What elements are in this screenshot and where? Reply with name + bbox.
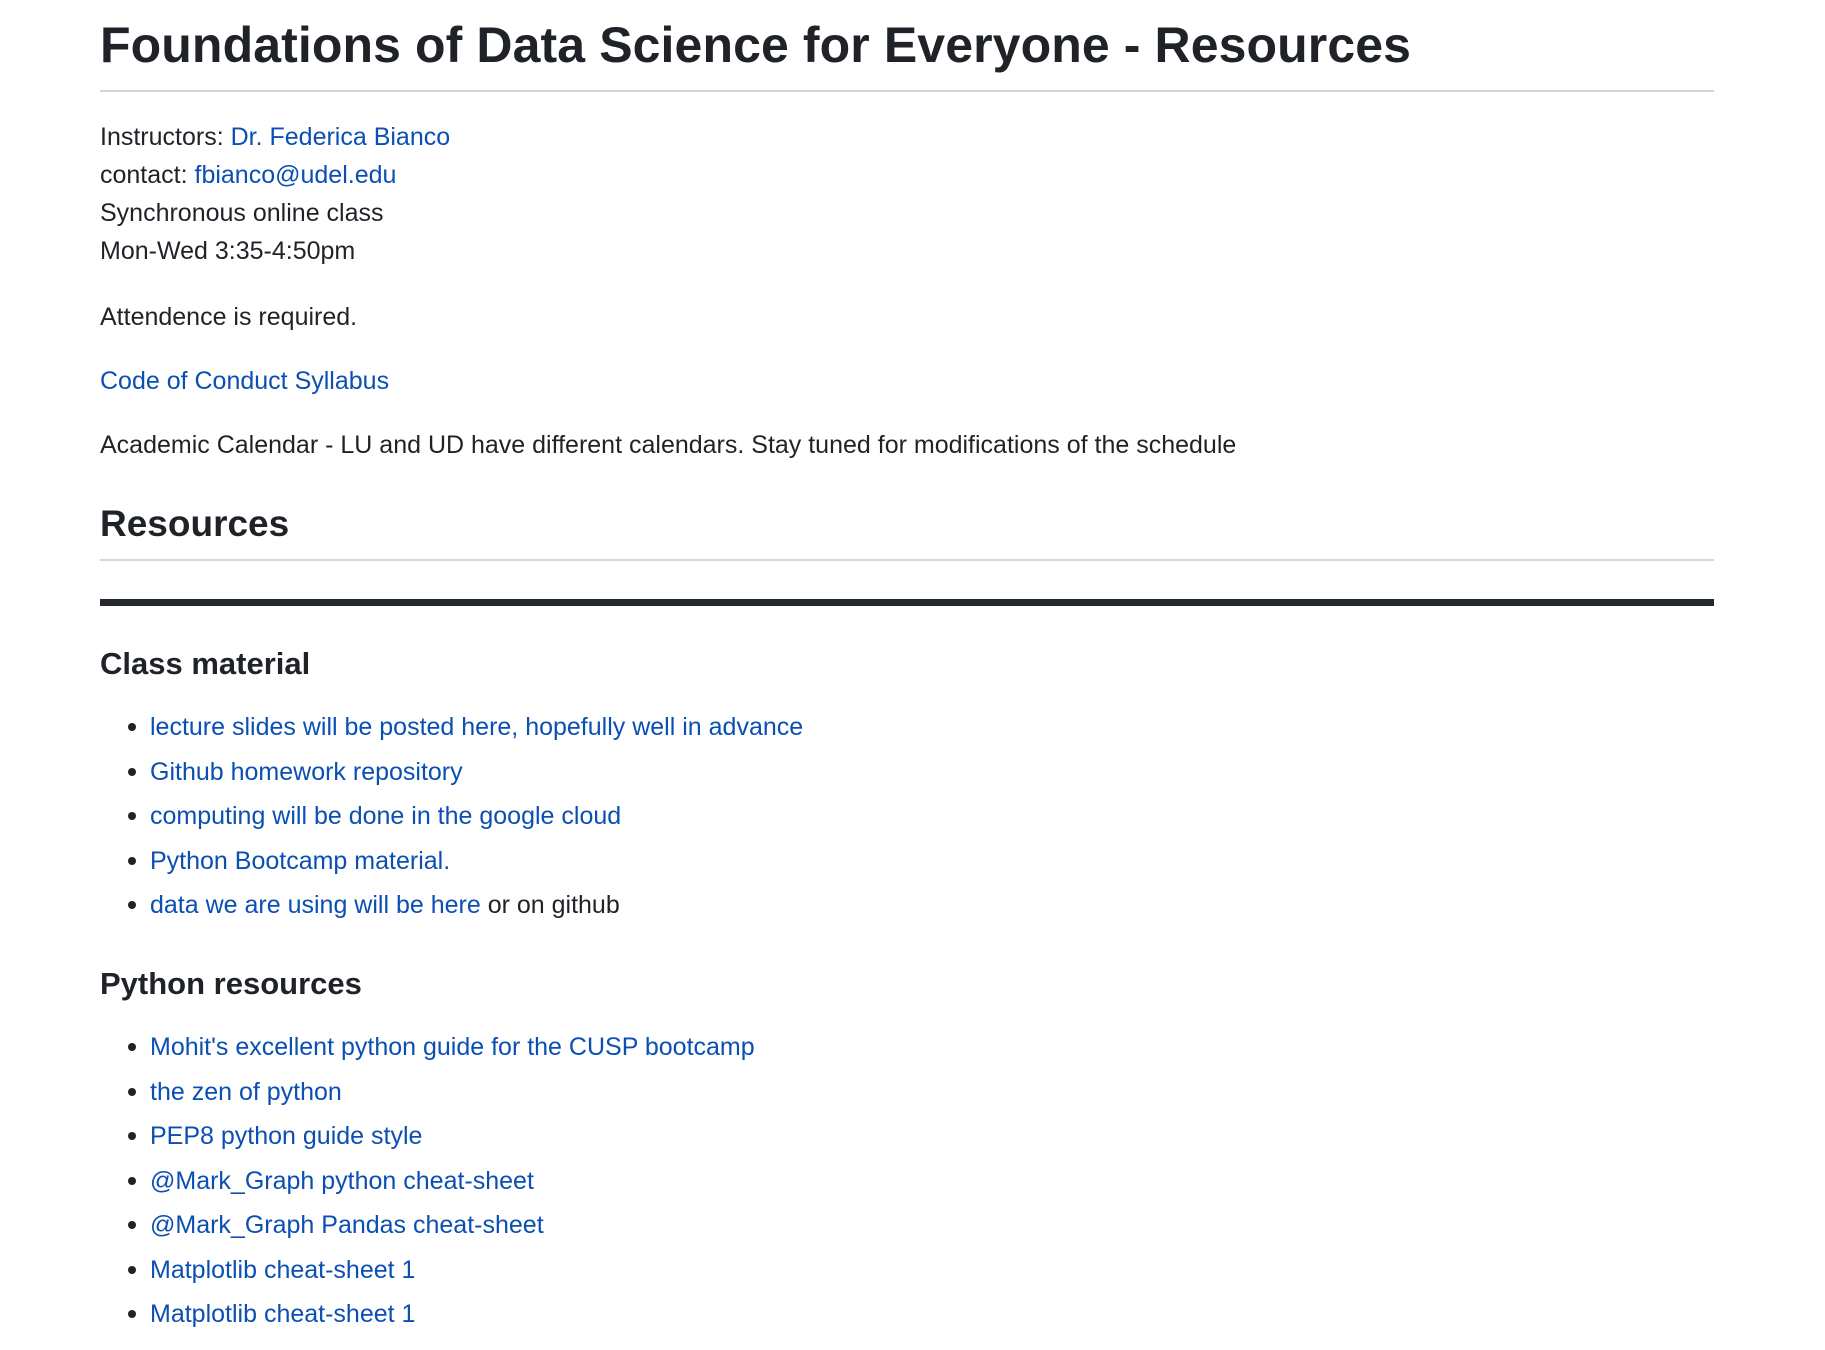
instructors-line (100, 118, 450, 156)
bullet-icon (128, 857, 136, 865)
class-material-heading: Class material (100, 646, 311, 681)
python-resources-list (100, 1029, 755, 1341)
bullet-icon (128, 1043, 136, 1051)
list-item (150, 798, 803, 843)
bullet-icon (128, 901, 136, 909)
lecture-slides-link[interactable]: lecture slides will be posted here, hopefully well in advance (150, 713, 804, 741)
list-item (150, 1163, 755, 1208)
list-item (150, 709, 803, 754)
class-material-list (100, 709, 803, 932)
bullet-icon (128, 768, 136, 776)
contact-line (100, 156, 450, 194)
data-link-suffix: or on github (480, 891, 620, 919)
code-of-conduct-link[interactable]: Code of Conduct Syllabus (100, 367, 390, 395)
conduct-paragraph (100, 362, 389, 400)
zen-of-python-link[interactable]: the zen of python (150, 1077, 342, 1106)
pep8-link[interactable]: PEP8 python guide style (150, 1122, 423, 1150)
course-info (100, 118, 450, 270)
bullet-icon (128, 1088, 136, 1096)
list-item (150, 1029, 755, 1074)
attendance-note: Attendence is required. (100, 303, 358, 331)
bullet-icon (128, 1132, 136, 1140)
academic-calendar-note: Academic Calendar - LU and UD have different calendars. Stay tuned for modifications of the schedule (100, 431, 1237, 459)
data-link[interactable]: data we are using will be here (150, 891, 481, 919)
instructor-link[interactable]: Dr. Federica Bianco (230, 123, 451, 151)
contact-email-link[interactable]: fbianco@udel.edu (194, 161, 397, 189)
resources-heading: Resources (100, 503, 290, 544)
page-title: Foundations of Data Science for Everyone - Resources (100, 17, 1412, 73)
thick-divider (100, 599, 1714, 606)
list-item (150, 1252, 755, 1297)
python-cheatsheet-link[interactable]: @Mark_Graph python cheat-sheet (150, 1166, 534, 1195)
list-item (150, 1207, 755, 1252)
python-resources-heading: Python resources (100, 966, 362, 1001)
list-item (150, 843, 803, 888)
github-homework-link[interactable]: Github homework repository (150, 757, 463, 786)
list-item (150, 887, 803, 932)
resources-divider (100, 559, 1714, 561)
class-schedule: Mon-Wed 3:35-4:50pm (100, 237, 356, 265)
list-item (150, 754, 803, 799)
bullet-icon (128, 723, 136, 731)
python-bootcamp-link[interactable]: Python Bootcamp material. (150, 846, 451, 875)
pandas-cheatsheet-link[interactable]: @Mark_Graph Pandas cheat-sheet (150, 1211, 544, 1239)
list-item (150, 1296, 755, 1341)
title-divider (100, 90, 1714, 92)
class-type: Synchronous online class (100, 199, 384, 227)
matplotlib-cheatsheet-link-1[interactable]: Matplotlib cheat-sheet 1 (150, 1255, 416, 1284)
list-item (150, 1118, 755, 1163)
list-item (150, 1074, 755, 1119)
contact-label: contact: (100, 161, 195, 189)
bullet-icon (128, 812, 136, 820)
bullet-icon (128, 1266, 136, 1274)
matplotlib-cheatsheet-link-2[interactable]: Matplotlib cheat-sheet 1 (150, 1300, 416, 1328)
bullet-icon (128, 1221, 136, 1229)
instructors-label: Instructors: (100, 123, 231, 151)
bullet-icon (128, 1177, 136, 1185)
mohit-python-guide-link[interactable]: Mohit's excellent python guide for the CUSP bootcamp (150, 1033, 755, 1061)
bullet-icon (128, 1310, 136, 1318)
google-cloud-link[interactable]: computing will be done in the google cloud (150, 802, 622, 830)
